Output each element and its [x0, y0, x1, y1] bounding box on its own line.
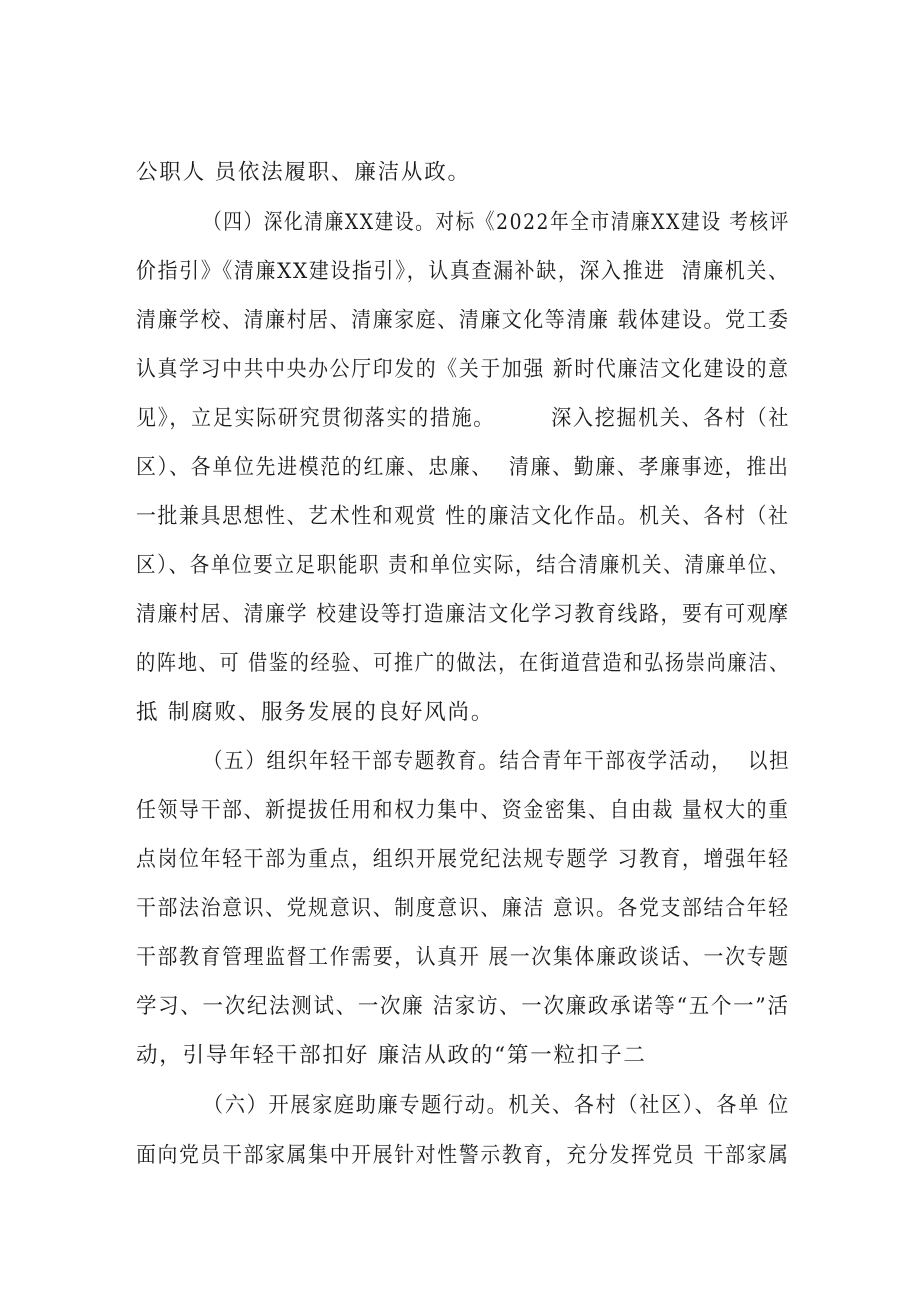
text-line: 一批兼具思想性、艺术性和观赏 性的廉洁文化作品。机关、各村（社 [136, 504, 790, 529]
text-line: 动，引导年轻干部扣好 廉洁从政的“第一粒扣子二 [136, 1043, 647, 1068]
text-line: 干部法治意识、党规意识、制度意识、廉洁 意识。各党支部结合年轻 [136, 896, 790, 921]
text-line: 区）、各单位要立足职能职 责和单位实际，结合清廉机关、清廉单位、 [136, 553, 791, 578]
text-line: 任领导干部、新提拔任用和权力集中、资金密集、自由裁 量权大的重 [136, 798, 790, 823]
text-line: 清廉村居、清廉学 校建设等打造廉洁文化学习教育线路，要有可观摩 [136, 602, 790, 627]
text-line: 抵 制腐败、服务发展的良好风尚。 [136, 700, 495, 725]
text-line: 干部教育管理监督工作需要，认真开 展一次集体廉政谈话、一次专题 [136, 945, 790, 970]
text-line: 的阵地、可 借鉴的经验、可推广的做法，在街道营造和弘扬崇尚廉洁、 [136, 651, 790, 676]
text-line: 价指引》《清廉XX建设指引》，认真查漏补缺，深入推进 清廉机关、 [136, 259, 790, 284]
section-heading-line: （六）开展家庭助廉专题行动。机关、各村（社区）、各单 位 [203, 1093, 790, 1118]
text-line: 区）、各单位先进模范的红廉、忠廉、 清廉、勤廉、孝廉事迹，推出 [136, 455, 790, 480]
text-line: 面向党员干部家属集中开展针对性警示教育，充分发挥党员 干部家属 [136, 1143, 790, 1168]
text-line: 学习、一次纪法测试、一次廉 洁家访、一次廉政承诺等“五个一”活 [136, 994, 790, 1019]
text-line: 认真学习中共中央办公厅印发的《关于加强 新时代廉洁文化建设的意 [136, 357, 790, 382]
text-line: 见》，立足实际研究贯彻落实的措施。 深入挖掘机关、各村（社 [136, 406, 791, 431]
text-line: 点岗位年轻干部为重点，组织开展党纪法规专题学 习教育，增强年轻 [136, 847, 790, 872]
section-heading-line: （四）深化清廉XX建设。对标《2022年全市清廉XX建设 考核评 [203, 210, 790, 235]
text-line: 公职人 员依法履职、廉洁从政。 [136, 160, 471, 185]
section-heading-line: （五）组织年轻干部专题教育。结合青年干部夜学活动， 以担 [203, 749, 791, 774]
text-line: 清廉学校、清廉村居、清廉家庭、清廉文化等清廉 载体建设。党工委 [136, 308, 790, 333]
